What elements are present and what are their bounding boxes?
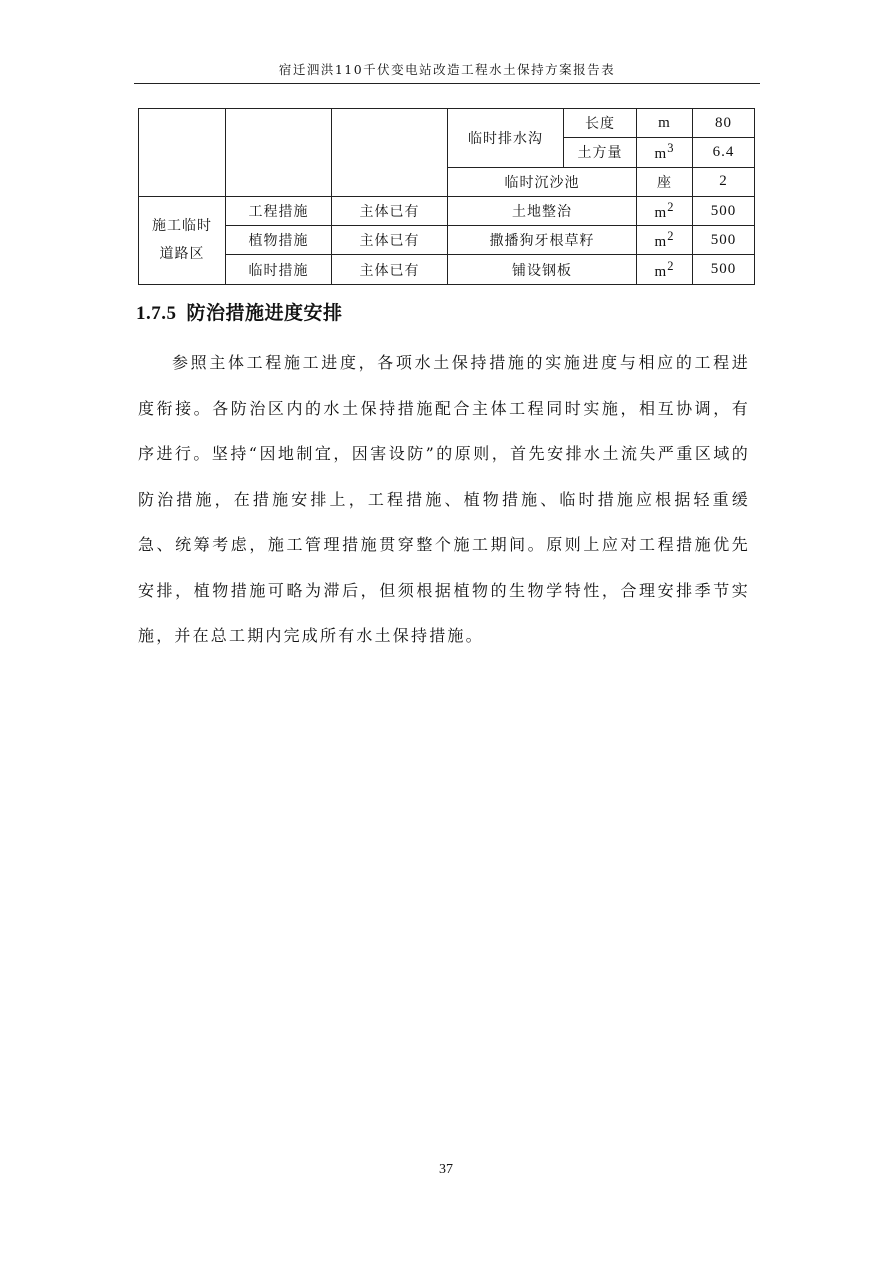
table-cell-subitem: 土方量 <box>564 138 637 167</box>
table-cell-unit <box>637 226 693 255</box>
table-cell-item: 临时排水沟 <box>448 109 564 168</box>
table-cell-empty <box>332 109 448 197</box>
section-number: 1.7.5 <box>136 303 177 324</box>
measures-table <box>138 108 755 285</box>
table-cell-type: 工程措施 <box>226 196 332 225</box>
table-cell-type: 植物措施 <box>226 226 332 255</box>
unit-exponent: 2 <box>667 200 675 215</box>
running-header: 宿迁泗洪110千伏变电站改造工程水土保持方案报告表 <box>134 58 760 84</box>
unit-exponent: 3 <box>667 141 675 156</box>
table-cell-item: 撒播狗牙根草籽 <box>448 226 637 255</box>
table-cell-unit <box>637 196 693 225</box>
table-cell-source: 主体已有 <box>332 226 448 255</box>
table-cell-zone <box>139 196 226 284</box>
unit-base: m <box>654 205 668 222</box>
table-cell-value: 2 <box>693 167 755 196</box>
table-cell-empty <box>226 109 332 197</box>
table-row <box>139 255 755 284</box>
body-paragraph: 参照主体工程施工进度，各项水土保持措施的实施进度与相应的工程进度衔接。各防治区内的水土保持措施配合主体工程同时实施，相互协调，有序进行。坚持“因地制宜，因害设防”的原则，首先安排水土流失严重区域的防治措施，在措施安排上，工程措施、植物措施、临时措施应根据轻重缓急、统筹考虑，施工管理措施贯穿整个施工期间。原则上应对工程措施优先安排，植物措施可略为滞后，但须根据植物的生物学特性，合理安排季节实施，并在总工期内完成所有水土保持措施。 <box>138 353 750 645</box>
table-cell-subitem: 长度 <box>564 109 637 138</box>
table-cell-type: 临时措施 <box>226 255 332 284</box>
table-cell-value: 500 <box>693 196 755 225</box>
section-heading <box>136 298 343 325</box>
table-cell-source: 主体已有 <box>332 196 448 225</box>
table-row <box>139 226 755 255</box>
unit-exponent: 2 <box>667 229 675 244</box>
unit-exponent: 2 <box>667 258 675 273</box>
zone-line-1: 施工临时 <box>152 218 212 235</box>
unit-base: m <box>654 146 668 163</box>
table-cell-item: 土地整治 <box>448 196 637 225</box>
table-cell-unit <box>637 138 693 167</box>
table-cell-value: 80 <box>693 109 755 138</box>
table-cell-value: 500 <box>693 226 755 255</box>
table-cell-unit <box>637 255 693 284</box>
table-cell-item: 铺设钢板 <box>448 255 637 284</box>
table-cell-source: 主体已有 <box>332 255 448 284</box>
table-cell-unit: m <box>637 109 693 138</box>
unit-base: m <box>654 234 668 251</box>
page-number: 37 <box>439 1162 453 1177</box>
table-cell-unit: 座 <box>637 167 693 196</box>
table-row <box>139 196 755 225</box>
table-cell-value: 6.4 <box>693 138 755 167</box>
section-title-text: 防治措施进度安排 <box>186 302 343 324</box>
unit-base: m <box>654 263 668 280</box>
table-cell-value: 500 <box>693 255 755 284</box>
zone-line-2: 道路区 <box>159 246 205 263</box>
table-cell-empty <box>139 109 226 197</box>
table-cell-item: 临时沉沙池 <box>448 167 637 196</box>
table-row <box>139 109 755 138</box>
